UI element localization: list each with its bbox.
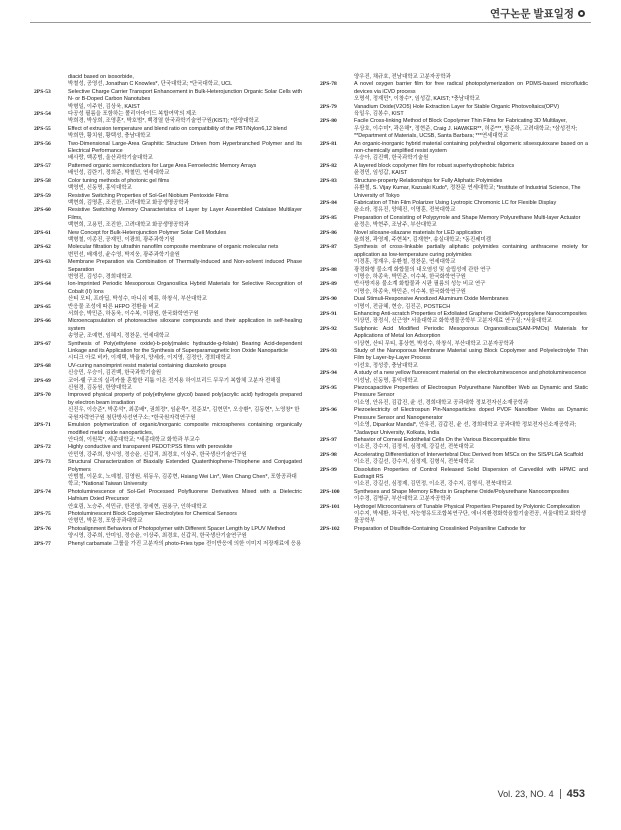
- entry-code: 2PS-58: [34, 177, 51, 184]
- entry-body: [354, 104, 588, 119]
- entry-code: 2PS-91: [320, 311, 337, 317]
- entry-title: Piezoelectricity of Electrospun Pin-Nanoparticles doped PVDF Nanofiber Webs as Dynamic Pressure Sensor and Nanogenerator: [354, 407, 588, 421]
- entry-title: Selective Charge Carrier Transport Enhancement in Bulk-Heterojunction Organic Solar Cells with N- or B-Doped Carbon Nanotubes: [68, 88, 302, 103]
- program-entry: [34, 74, 302, 89]
- entry-title: Dissolution Properties of Control Released Solid Dispersion of Carvedilol with HPMC and Eudragit RS: [354, 466, 588, 480]
- entry-body: [68, 163, 302, 178]
- entry-authors: 이소진, 강길선, 강수지, 심정제, 김형식, 전북대학교: [354, 459, 475, 466]
- entry-authors: 윤정은, 박현주, 조남주, 부산대학교: [354, 222, 437, 229]
- program-entry: [34, 230, 302, 245]
- entry-body: [68, 489, 302, 511]
- entry-title: 반사방지용 불소계 화합물과 시판 필름의 성능 비교 연구: [354, 281, 486, 288]
- entry-title: Hydrogel Microcontainers of Tunable Physical Properties Prepared by Polyionic Complexation: [354, 503, 580, 510]
- entry-authors: 유환철, S. Vijay Kumar, Kazuaki Kudo*, 정찬문 연세대학교; *Institute of Industrial Science, The University of Tokyo: [354, 185, 581, 199]
- entry-authors: 배인성, 김란기, 정희준, 박철민, 연세대학교: [68, 170, 170, 177]
- entry-code: 2PS-66: [34, 318, 51, 325]
- entry-title: Preparation of Consisting of Polypyrrole and Shape Memory Polyurethane Multi-layer Actuator: [354, 214, 581, 221]
- circle-bullet-icon: [578, 10, 585, 17]
- program-entry: [34, 244, 302, 259]
- entry-title: Two-Dimensional Large-Area Graphitic Structure Driven from Hyperbranched Polymer and Its Electrical Performance: [68, 140, 302, 155]
- entry-authors: 서희승, 박민준, 하동욱, 이수복, 이광원, 한국화학연구원: [68, 311, 199, 317]
- entry-title: 광경화형 불소계 화합물의 내오염성 및 슬립성에 관한 연구: [354, 266, 491, 273]
- program-entry: [34, 541, 302, 549]
- entry-authors: 윤경민, 임성갑, KAIST: [354, 170, 408, 177]
- program-entry: [34, 193, 302, 208]
- entry-authors: 박희경, 박상희, 조영훈*, 박호범*, 백경열 한국과학기술연구원(KIST); *한양대학교: [68, 118, 260, 125]
- entry-body: [68, 281, 302, 303]
- entry-code: 2PS-100: [320, 488, 340, 495]
- program-entry: [34, 126, 302, 141]
- program-entry: [320, 215, 588, 230]
- entry-body: [354, 178, 588, 200]
- entry-code: 2PS-68: [34, 362, 51, 369]
- entry-title: An organic-inorganic hybrid material containing polyhedral oligomeric silsesquioxane based on a non-chemically amplified resist system: [354, 140, 588, 155]
- entry-title: Fabrication of Thin Film Polarizer Using Lyotropic Chromonic LC for Flexible Display: [354, 199, 557, 206]
- entry-title: Color tuning methods of photonic gel films: [68, 177, 170, 184]
- program-entry: [34, 459, 302, 489]
- entry-code: 2PS-77: [34, 540, 51, 547]
- entry-authors: 우승아, 김진백, 한국과학기술원: [354, 155, 429, 162]
- right-column: [320, 74, 588, 533]
- entry-authors: 백현희, 고용민, 조진한, 고려대학교 화공생명공학과: [68, 222, 189, 229]
- entry-title: Photoluminescent Block Copolymer Electrolytes for Chemical Sensors: [68, 510, 237, 517]
- program-entry: [320, 118, 588, 140]
- entry-code: 2PS-55: [34, 125, 51, 132]
- entry-title: Synthesis of cross-linkable partially aliphatic polyimides containing anthracene moiety for application as low-temperature curing polyimides: [354, 244, 588, 258]
- entry-code: [34, 74, 68, 89]
- program-entry: [34, 163, 302, 178]
- entry-code: 2PS-67: [34, 340, 51, 347]
- entry-body: [68, 178, 302, 193]
- program-entry: [34, 111, 302, 126]
- entry-code: 2PS-98: [320, 451, 337, 458]
- entry-title: Phenyl carbamate 그룹을 가진 고분자의 photo-Fries type 전이반응에 의한 이미지 저장재료에 응용: [68, 540, 302, 547]
- entry-code: 2PS-80: [320, 118, 337, 125]
- program-entry: [320, 385, 588, 407]
- entry-code: 2PS-79: [320, 103, 337, 110]
- entry-code: 2PS-60: [34, 207, 51, 214]
- program-entry: [320, 504, 588, 526]
- entry-body: [68, 304, 302, 319]
- entry-authors: 이명승, 하종욱, 박민준, 이수복, 한국화학연구원: [354, 288, 466, 295]
- entry-authors: 박희만, 황치원, 황택성, 충남대학교: [68, 133, 151, 140]
- entry-code: 2PS-82: [320, 162, 337, 169]
- entry-code: 2PS-89: [320, 281, 337, 288]
- entry-authors: 안민영, 강주희, 양시영, 정승윤, 신갑직, 최경호, 이상주, 한국생산기술연구원: [68, 451, 247, 458]
- entry-code: 2PS-65: [34, 303, 51, 310]
- entry-authors: 이상민, 장정식, 신근영* 서울대학교 화학생물공학부 고분자재료 연구실; *서울대학교: [354, 318, 552, 325]
- entry-body: [68, 422, 302, 444]
- entry-authors: 박철성, 공영선, Jonathan C Knowles*, 단국대학교; *단국대학교, UCL: [68, 81, 233, 88]
- entry-authors: 이소진, 강수지, 김정석, 심정제, 강길선, 전북대학교: [354, 444, 475, 451]
- entry-authors: 백영빈, 신동명, 홍익대학교: [68, 185, 132, 192]
- entry-title: A study of a new yellow fluorescent material on the electroluminescence and photoluminescence: [354, 370, 587, 377]
- entry-authors: 안다희, 이원목*, 세종대학교; *세종대학교 화학과 부교수: [68, 436, 200, 443]
- entry-body: [354, 141, 588, 163]
- entry-authors: 이소영, Dipankar Mandal*, 안유진, 김갑진, 윤 선, 경희대학교 공과대학 정보전자신소재공학과; *Jadavpur University, Kolkata, India: [354, 422, 576, 436]
- entry-code: 2PS-61: [34, 229, 51, 236]
- entry-code: 2PS-81: [320, 140, 337, 147]
- program-entry: [320, 370, 588, 385]
- entry-code: 2PS-93: [320, 348, 337, 355]
- program-entry: [34, 141, 302, 163]
- entry-code: 2PS-56: [34, 140, 51, 147]
- entry-authors: 이수지, 박세환, 차국헌, 자능형유도조합복연구단, 에너지환경화학융합기술전공, 서울대학교 화학생물공학부: [354, 510, 586, 525]
- entry-code: 2PS-88: [320, 266, 337, 273]
- entry-title: Photoluminescence of Sol-Gel Processed Polyfluorene Derivatives Mixed with a Dielectric Hafnium Oxied Precursor: [68, 488, 302, 503]
- program-entry: [34, 489, 302, 511]
- program-entry: [320, 178, 588, 200]
- program-entry: [320, 467, 588, 489]
- entry-code: 2PS-57: [34, 162, 51, 169]
- entry-title: Structure-property Relationships for Fully Aliphatic Polyimides: [354, 177, 503, 184]
- entry-code: 2PS-101: [320, 503, 340, 510]
- entry-title: 다공성 필름을 포함하는 폴리아마이드 복합여막의 제조: [68, 111, 197, 118]
- entry-body: [354, 163, 588, 178]
- entry-code: 2PS-87: [320, 244, 337, 251]
- entry-code: 2PS-75: [34, 510, 51, 517]
- program-entry: [320, 281, 588, 296]
- entry-code: 2PS-85: [320, 214, 337, 221]
- page-header: [490, 6, 585, 21]
- program-entry: [320, 230, 588, 245]
- entry-body: [354, 74, 588, 81]
- entry-code: 2PS-97: [320, 436, 337, 443]
- program-entry: [320, 526, 588, 534]
- entry-body: [68, 74, 302, 89]
- header-title: 연구논문 발표일정: [489, 8, 574, 20]
- page-footer: [498, 788, 585, 800]
- program-entry: [320, 296, 588, 311]
- entry-authors: 이수경, 김병규, 부산대학교 고분자공학과: [354, 496, 451, 503]
- program-entry: [320, 141, 588, 163]
- entry-code: 2PS-59: [34, 192, 51, 199]
- entry-body: [68, 244, 302, 259]
- entry-body: [68, 89, 302, 111]
- program-entry: [34, 378, 302, 393]
- entry-code: 2PS-74: [34, 488, 51, 495]
- entry-body: [354, 118, 588, 140]
- entry-body: [354, 200, 588, 215]
- entry-title: Dual Stimuli-Responsive Anodized Aluminum Oxide Membranes: [354, 296, 509, 303]
- entry-code: 2PS-69: [34, 377, 51, 384]
- entry-title: diacid based on isosorbide,: [68, 74, 134, 80]
- entry-title: New Concept for Bulk-Heterojunction Polymer Solar Cell Modules: [68, 229, 227, 236]
- entry-authors: 우상호, 이수미*, 곽은해*, 정현준, Craig J. HAWKER**, 허준***, 방준하, 고려대학교; *삼성전자; **Department of Materials, UCSB, Santa Barbara; ***연세대학교: [354, 125, 578, 140]
- entry-title: Enhancing Anti-scratch Properties of Exfoliated Graphene Oxide/Polypropylene Nanocomposites: [354, 311, 587, 317]
- entry-body: [354, 326, 588, 348]
- program-entry: [320, 452, 588, 467]
- entry-code: [320, 74, 354, 81]
- entry-code: 2PS-72: [34, 444, 51, 451]
- entry-body: [354, 437, 588, 452]
- program-entry: [320, 81, 588, 103]
- program-entry: [34, 304, 302, 319]
- entry-title: Sulphonic Acid Modified Periodic Mesoporous Organosilicas(SAM-PMOs) Materials for Applications of Metal Ion Adsorption: [354, 325, 588, 340]
- entry-authors: 변민선, 배재성, 윤수영, 박지웅, 광주과학기술원: [68, 251, 180, 258]
- left-column: [34, 74, 302, 548]
- entry-body: [68, 459, 302, 489]
- entry-code: 2PS-76: [34, 525, 51, 532]
- program-entry: [320, 267, 588, 282]
- entry-code: 2PS-92: [320, 325, 337, 332]
- entry-authors: 이소진, 강길선, 심정제, 김민정, 이소진, 강수지, 김형식, 전북대학교: [354, 481, 512, 488]
- entry-title: Vanadium Oxide(V2O5) Hole Extraction Layer for Stable Organic Photovoltaics(OPV): [354, 103, 560, 110]
- entry-authors: 산티 모티, 프라딥, 박성수, 마니쉬 메튜, 하창식, 부산대학교: [68, 296, 207, 303]
- program-entry: [320, 489, 588, 504]
- entry-body: [68, 526, 302, 541]
- entry-body: [354, 215, 588, 230]
- entry-authors: 양우진, 채규호, 전남대학교 고분자공학과: [354, 74, 451, 80]
- entry-title: Novel siloxane-silazane materials for LED application: [354, 229, 483, 236]
- entry-body: [68, 111, 302, 126]
- entry-title: Photoalignment Behaviors of Photopolymer with Different Spacer Length by LPUV Method: [68, 525, 286, 532]
- entry-title: Syntheses and Shape Memory Effects in Graphene Oxide/Polyurethane Nanocomposites: [354, 488, 570, 495]
- entry-body: [68, 207, 302, 229]
- entry-authors: 송영균, 조예현, 임혜지, 정찬문, 연세대학교: [68, 333, 170, 340]
- entry-body: [354, 526, 588, 534]
- entry-authors: 신승민, 우승이, 김진백, 한국과학기술원: [68, 370, 162, 377]
- entry-code: 2PS-54: [34, 111, 51, 118]
- entry-authors: 신진우, 이승준*, 박종석*, 최종배*, 권희정*, 임윤묵*, 전준보*, 김현민*, 오승환*, 김동현*, 노영창* 한국원자력연구원 첨단방사선연구소; *한국원자력연구원: [68, 407, 300, 421]
- entry-title: 반응물 조성에 따른 HFPO 전환율 비교: [68, 303, 159, 310]
- entry-body: [68, 141, 302, 163]
- program-entry: [34, 89, 302, 111]
- program-entry: [320, 104, 588, 119]
- entry-code: 2PS-102: [320, 525, 340, 532]
- entry-code: 2PS-62: [34, 244, 51, 251]
- entry-title: Resistive Switching Memory Characteristics of Layer by Layer Assembled Catalase Multilayer Films,: [68, 207, 302, 221]
- entry-body: [354, 407, 588, 437]
- program-entry: [320, 200, 588, 215]
- program-entry: [34, 318, 302, 340]
- entry-body: [354, 489, 588, 504]
- entry-authors: 윤소라, 정유진, 양혜진, 이명훈, 전북대학교: [354, 207, 456, 214]
- footer-separator: [560, 789, 561, 799]
- entry-title: A novel oxygen barrier film for free radical photopolymerization on PDMS-based microfluidic devices via iCVD process: [354, 81, 588, 95]
- entry-body: [354, 348, 588, 370]
- entry-title: Emulsion polymerization of organic/inorganic composite microspheres containing organically modified metal oxide nanoparticles,: [68, 422, 302, 436]
- entry-title: Effect of extrusion temperature and blend ratio on compatibility of the PBT/Nylon6,12 blend: [68, 125, 287, 132]
- entry-title: Synthesis of Poly(ethylene oxide)-b-poly(maleic hydrazide-g-folate) Bearing Acid-dependent Linkage and its Application for the Synthesis of Superparamagnetic Iron Oxide Nanoparticle: [68, 340, 302, 355]
- entry-code: 2PS-84: [320, 199, 337, 206]
- entry-body: [68, 318, 302, 340]
- entry-title: Microencapsulation of photoreactive siloxane compounds and their application in self-healing system: [68, 318, 302, 332]
- entry-code: 2PS-96: [320, 407, 337, 414]
- entry-title: Structural Characterization of Biaxially Extended Quaterthiophene-Thiophene and Conjugated Polymers: [68, 459, 302, 473]
- entry-title: Preparation of Disulfide-Containing Crosslinked Polyaniline Cathode for: [354, 525, 526, 532]
- entry-body: [354, 452, 588, 467]
- entry-code: 2PS-90: [320, 296, 337, 303]
- program-entry: [34, 341, 302, 363]
- program-entry: [34, 207, 302, 229]
- header-rule: [30, 22, 591, 23]
- entry-title: Behavior of Corneal Endothelial Cells On the Various Biocompatible films: [354, 436, 530, 443]
- program-entry: [34, 259, 302, 281]
- entry-body: [354, 267, 588, 282]
- entry-authors: 이성남, 신동명, 홍익대학교: [354, 377, 418, 384]
- entry-body: [68, 259, 302, 281]
- entry-authors: 양시영, 강주희, 안미임, 정승윤, 이상주, 최경호, 신갑직, 한국생산기술연구원: [68, 533, 247, 540]
- entry-body: [354, 504, 588, 526]
- entry-code: 2PS-95: [320, 385, 337, 392]
- entry-code: 2PS-86: [320, 229, 337, 236]
- entry-title: Highly conductive and transparent PEDOT:PSS films with perovskite: [68, 444, 233, 451]
- entry-code: 2PS-99: [320, 466, 337, 473]
- entry-authors: 안효림, 노승주, 석민규, 한진영, 장세현, 권용구, 인하대학교: [68, 503, 207, 510]
- entry-body: [68, 363, 302, 378]
- entry-body: [354, 370, 588, 385]
- entry-code: 2PS-64: [34, 281, 51, 288]
- entry-body: [354, 467, 588, 489]
- entry-authors: 이경훈, 정재우, 유환철, 정찬문, 연세대학교: [354, 259, 456, 266]
- program-entry: [34, 511, 302, 526]
- entry-title: Ion-Imprinted Periodic Mesoporous Organosilica Hybrid Materials for Selective Recognition of Cobalt (II) Ions: [68, 281, 302, 295]
- entry-body: [354, 385, 588, 407]
- entry-title: Facile Cross-linking Method of Block Copolymer Thin Films for Fabricating 3D Multilayer,: [354, 118, 567, 125]
- entry-body: [68, 378, 302, 393]
- entry-title: Membrane Preparation via Combination of Thermally-induced and Non-solvent induced Phase Separation: [68, 259, 302, 273]
- entry-title: Molecular filtration by ultrathin nanofilm composite membrane of organic molecular nets: [68, 244, 279, 251]
- entry-code: 2PS-53: [34, 88, 51, 95]
- entry-body: [68, 193, 302, 208]
- entry-body: [68, 444, 302, 459]
- entry-code: 2PS-83: [320, 177, 337, 184]
- entry-title: Accelerating Differentiation of Intervertebral Disc Derived from MSCs on the SIS/PLGA Scaffold: [354, 451, 584, 458]
- entry-body: [354, 81, 588, 103]
- entry-code: 2PS-63: [34, 259, 51, 266]
- entry-authors: 오명석, 정재민*, 이창수*, 임성갑, KAIST; *충남대학교: [354, 96, 480, 103]
- program-entry: [320, 74, 588, 81]
- entry-title: 코어-쉘 구조의 실리카를 혼합한 리튬 이온 전지용 하이브리드 무무기 복합체 고분자 전해질: [68, 377, 281, 384]
- program-entry: [34, 526, 302, 541]
- entry-authors: 백현희, 김명훈, 조진한, 고려대학교 화공생명공학과: [68, 199, 189, 206]
- entry-authors: 이명승, 하종욱, 박민준, 이수복, 한국화학연구원: [354, 273, 466, 280]
- entry-body: [68, 126, 302, 141]
- volume-label: Vol. 23, NO. 4: [497, 789, 554, 799]
- entry-authors: 이명이, 전금혜, 현승, 김진곤, POSTECH: [354, 303, 451, 310]
- entry-code: 2PS-94: [320, 370, 337, 377]
- entry-authors: 배사랑, 백종범, 울산과학기술대학교: [68, 155, 153, 162]
- entry-code: 2PS-78: [320, 81, 337, 88]
- program-entry: [320, 163, 588, 178]
- entry-authors: 안범철, 이문호, 노예철, 김영원, 위동우, 김종현, Hsiang Wei Lin*, Wen Chang Chen*, 포항공과대학교; *National Taiwan University: [68, 473, 297, 488]
- program-entry: [320, 348, 588, 370]
- program-entry: [34, 392, 302, 422]
- entry-title: Resistive Switching Properties of Sol-Gel Niobium Pentoxide Films: [68, 192, 229, 199]
- entry-authors: 신원경, 김동원, 한양대학교: [68, 385, 132, 392]
- entry-body: [68, 230, 302, 245]
- entry-authors: 백형철, 이종진, 공재민, 이광희, 광주과학기원: [68, 236, 175, 243]
- entry-code: 2PS-71: [34, 422, 51, 429]
- program-entry: [34, 444, 302, 459]
- program-entry: [34, 178, 302, 193]
- entry-code: 2PS-73: [34, 459, 51, 466]
- entry-title: Improved physical property of poly(ethylene glycol) based poly(acrylic acid) hydrogels prepared by electron beam irradiation: [68, 392, 302, 406]
- program-entry: [34, 363, 302, 378]
- entry-title: Patterned organic semiconductors for Large Area Ferroelectric Memory Arrays: [68, 162, 257, 169]
- entry-body: [68, 511, 302, 526]
- entry-title: A layered block copolymer film for robust superhydrophobic fabrics: [354, 162, 515, 169]
- entry-body: [354, 230, 588, 245]
- entry-body: [68, 341, 302, 363]
- entry-authors: 변영진, 김성수, 경희대학교: [68, 273, 132, 280]
- entry-authors: 윤희천, 곽영제, 주현복*, 김재현*, 송실대학교; *동진쎄미켐: [354, 236, 492, 243]
- entry-authors: 이선호, 정성중, 충남대학교: [354, 362, 418, 369]
- entry-authors: 시디크 아로 비카, 이재택, 박율지, 양세라, 이지영, 김정안, 경희대학교: [68, 355, 231, 362]
- entry-authors: 박형일, 이주헌, 김상욱, KAIST: [68, 103, 141, 110]
- entry-body: [68, 392, 302, 422]
- entry-title: Piezocapacitive Properties of Electrospun Polyurethane Nanofiber Web as Dynamic and Static Pressure Sensor: [354, 385, 588, 399]
- program-entry: [320, 326, 588, 348]
- entry-code: 2PS-70: [34, 392, 51, 399]
- entry-body: [354, 311, 588, 326]
- entry-body: [68, 541, 302, 549]
- program-entry: [320, 407, 588, 437]
- entry-title: UV-curing nanoimprint resist material containing diazoketo groups: [68, 362, 227, 369]
- entry-authors: 이상현, 산티 무티, 홍상현, 박성수, 하창식, 부산대학교 고분자공학과: [354, 340, 514, 347]
- program-entry: [320, 311, 588, 326]
- entry-authors: 육일우, 김봉수, KIST: [354, 111, 404, 118]
- program-entry: [320, 437, 588, 452]
- entry-authors: 안형민, 박문정, 포항공과대학교: [68, 518, 143, 525]
- entry-authors: 이소영, 안유진, 김갑진, 윤 선, 경희대학교 공과대학 정보전자신소재공학과: [354, 399, 529, 406]
- entry-body: [354, 281, 588, 296]
- entry-title: Study of the Nanoporous Membrane Material using Block Copolymer and Polyelectrolyte Thin Film by Layer-by-Layer Process: [354, 348, 588, 362]
- program-entry: [320, 244, 588, 266]
- entry-body: [354, 244, 588, 266]
- program-entry: [34, 281, 302, 303]
- page-number: 453: [566, 788, 585, 800]
- entry-body: [354, 296, 588, 311]
- program-entry: [34, 422, 302, 444]
